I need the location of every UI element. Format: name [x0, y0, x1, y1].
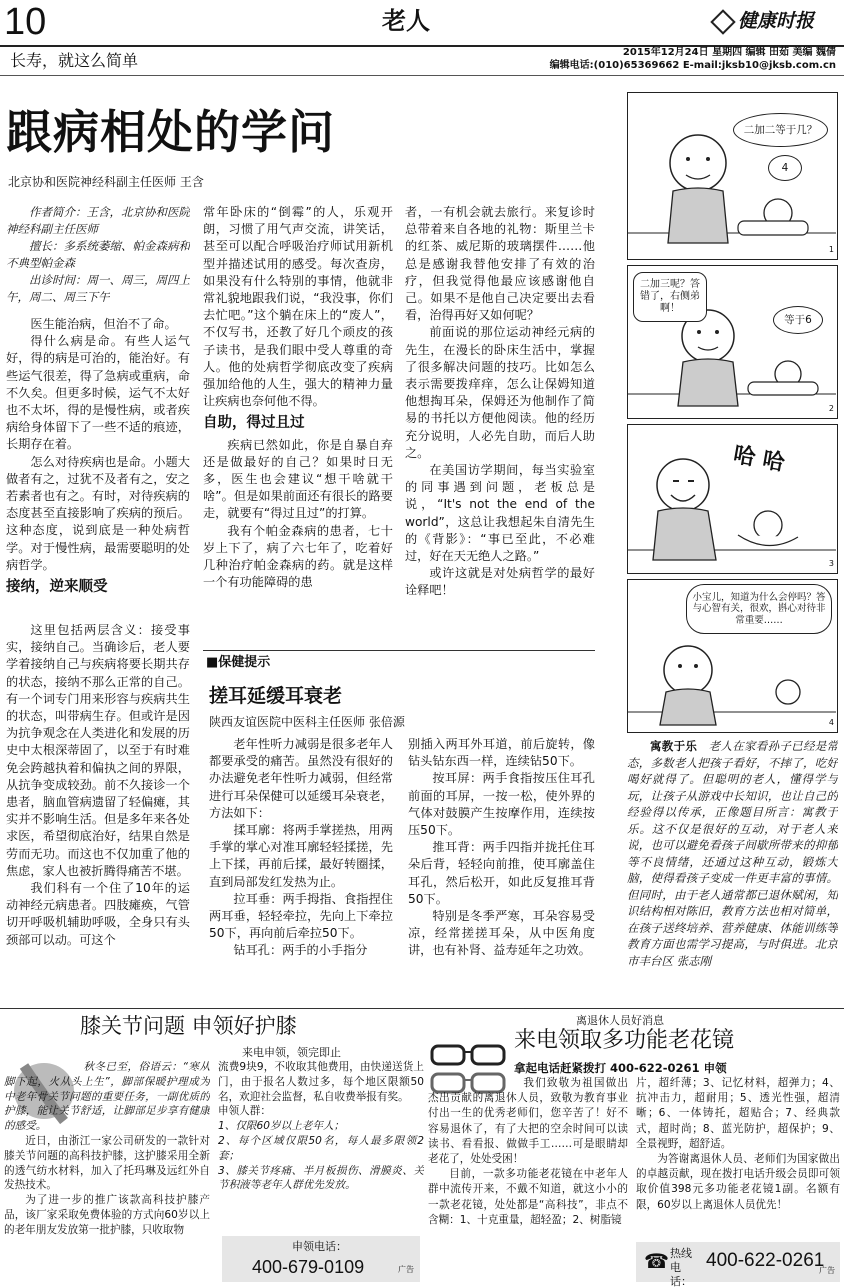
ad-call-line: 拿起电话赶紧拨打 400-622-0261 申领	[514, 1061, 727, 1075]
intro-line: 出诊时间：周一、周三，周四上午，周二、周三下午	[6, 273, 190, 304]
logo-mark-icon	[710, 9, 735, 34]
speech-bubble: 等于6	[773, 306, 823, 334]
paragraph: 老年性听力减弱是很多老年人都要承受的痛苦。虽然没有很好的办法避免老年性听力减弱，但经常进行耳朵保健可以延缓耳朵衰老，方法如下：	[209, 737, 393, 820]
comic-panel-2	[627, 265, 838, 419]
intro-line: 擅长：多系统萎缩、帕金森病和不典型帕金森	[6, 239, 190, 270]
sound-effect: 哈 哈	[731, 442, 787, 477]
panel-number: 2	[828, 403, 834, 413]
caption-title: 寓教于乐	[650, 739, 698, 753]
article-column-1	[6, 204, 190, 644]
paragraph: 我有个帕金森病的患者，七十岁上下了，病了六七年了，吃着好几种治疗帕金森病的药。就是这样一个有功能障碍的患	[203, 523, 393, 590]
ad-paragraph: 片，超纤薄；3、记忆材料，超弹力；4、抗冲击力，超耐用；5、透光性强，超清晰；6、一体铸托，超贴合；7、经典款式，超时尚；8、蓝光防护，超保护；9、全景视野，超舒适。	[636, 1077, 840, 1150]
article-byline: 北京协和医院神经科副主任医师 王含	[8, 175, 204, 189]
ad-title: 来电领取多功能老花镜	[514, 1028, 735, 1053]
ad-paragraph: 秋冬已至，俗语云：“寒从脚下起，火从头上生”，脚部保暖护理成为中老年骨关节问题的重要任务，一副优质的护膝，能让关节舒适，让脚部足步享有健康的感受。	[4, 1061, 210, 1133]
article-column-2	[203, 204, 393, 644]
tips-label: ■保健提示	[206, 655, 271, 670]
paragraph: 钻耳孔：两手的小手指分	[233, 943, 368, 958]
speech-bubble: 二加三呢？答错了，右侧弟啊！	[633, 272, 707, 322]
paragraph: 怎么对待疾病也是命。小题大做者有之，过犹不及者有之，安之若素者也有之。有时，对待疾病的态度甚至直接影响了疾病的预后。这种态度，说到底是一种处病哲学。对于慢性病，最需要聪明的处病哲学。	[6, 454, 190, 572]
rule-item: 3、膝关节疼痛、半月板损伤、滑膜炎、关节积液等老年人群优先发放。	[218, 1164, 424, 1192]
ad-paragraph: 流费9块9，不收取其他费用，由快递送货上门，由于报名人数过多，每个地区限额50名，欢迎社会监督，私自收费举报有奖。	[218, 1061, 424, 1103]
paragraph: 常年卧床的“倒霉”的人，乐观开朗，习惯了用气声交流，讲笑话，甚至可以配合呼吸治疗师试用新机型并描述试用的感受。每次查房，如果没有什么特别的事情，他就非常礼貌地跟我们说，“我没事，你们去忙吧。”这个躺在床上的“废人”，不仅写书，还教了好几个顽皮的孩子读书，是我们眼中受人尊重的奇人。他的处病哲学彻底改变了疾病强加给他的人生，强大的精神力量让疾病也奈何他不得。	[203, 205, 393, 409]
panel-number: 3	[828, 558, 834, 568]
paragraph: 医生能治病，但治不了命。	[30, 317, 177, 331]
rule-item: 2、每个区域仅限50名，每人最多限领2套；	[218, 1134, 424, 1162]
page-number: 10	[4, 1, 47, 43]
paragraph: 别插入两耳外耳道，前后旋转，像钻头钻东西一样，连续钻50下。	[408, 737, 595, 769]
intro-line: 作者简介：王含，北京协和医院神经科副主任医师	[6, 205, 190, 236]
paragraph: 在美国访学期间，每当实验室的同事遇到问题，老板总是说，“It's not the end of the world”，这总让我想起朱自清先生的《背影》：“事已至此，不必难过，好在天无绝人之路。”	[405, 463, 595, 564]
speech-bubble: 二加二等于几？	[733, 113, 828, 147]
ad-body-right	[218, 1060, 424, 1230]
tips-column-2	[408, 736, 595, 1001]
ad-kicker: 离退休人员好消息	[576, 1014, 664, 1027]
knee-pad-ad	[4, 1012, 424, 1284]
author-intro	[6, 204, 190, 306]
ad-body-left	[4, 1060, 210, 1280]
speech-bubble: 小宝儿，知道为什么会停吗？答与心智有关，很欢，斟心对待非常重要……	[686, 584, 832, 634]
ad-title: 膝关节问题 申领好护膝	[80, 1014, 297, 1038]
ad-paragraph: 我们致敬为祖国做出杰出贡献的离退休人员，致敬为教育事业付出一生的优秀老师们，您辛苦了！好不容易退休了，有了大把的空余时间可以读读书、看看报、做做手工……可是眼睛却老花了，处处受困！	[428, 1077, 628, 1166]
paragraph: 或许这就是对处病哲学的最好诠释吧！	[405, 566, 595, 598]
comic-panel-1	[627, 92, 838, 260]
article-column-1-lower	[6, 622, 190, 1002]
tips-title: 搓耳延缓耳衰老	[209, 685, 343, 707]
ad-paragraph: 近日，由浙江一家公司研发的一款针对膝关节问题的高科技护膝，这护膝采用全新的透气纺水材料，加入了托玛琳及远红外自发热技术。	[4, 1134, 210, 1192]
slogan: 长寿，就这么简单	[10, 51, 139, 70]
section-title: 老人	[382, 6, 430, 35]
ad-paragraph: 目前，一款多功能老花镜在中老年人群中流传开来，不戴不知道，就这小小的一款老花镜，处处都是“高科技”，非点不含糊：1、十克重量，超轻盈；2、树脂镜	[428, 1168, 628, 1226]
speech-bubble: 4	[768, 155, 802, 181]
subheading: 自助，得过且过	[203, 415, 305, 432]
comic-panel-4	[627, 579, 838, 733]
paragraph: 特别是冬季严寒，耳朵容易受凉，经常搓搓耳朵，从中医角度讲，也有补肾、益寿延年之功效。	[408, 909, 595, 958]
hotline-label: 热线电话：	[670, 1247, 692, 1288]
rules-title: 申领人群：	[218, 1105, 271, 1118]
masthead-name: 健康时报	[738, 10, 815, 33]
ad-subtitle: 来电申领，领完即止	[242, 1046, 341, 1059]
paragraph: 者，一有机会就去旅行。来复诊时总带着来自各地的礼物：斯里兰卡的红茶、威尼斯的玻璃摆件……他总是感谢我替他安排了有效的治疗，但我觉得他最应该感谢他自己。如果不是他自己决定要出去看看，治得再好又如何呢？	[405, 205, 595, 323]
paragraph: 前面说的那位运动神经元病的先生，在漫长的卧床生活中，掌握了很多解决问题的技巧。比如怎么表示需要拨痒痒，怎么让保姆知道他想掏耳朵，保姆还为他制作了简易的书托以方便他阅读。他的经历充分说明，人必先自助，而后人助之。	[405, 325, 595, 460]
ad-phone-box	[636, 1242, 840, 1288]
glasses-ad	[428, 1012, 840, 1288]
paragraph: 按耳屏：两手食指按压住耳孔前面的耳屏，一按一松，使外界的气体对鼓膜产生按摩作用，连续按压50下。	[408, 771, 595, 838]
comic-drawing	[628, 425, 836, 572]
ad-paragraph: 为答谢离退休人员、老师们为国家做出的卓越贡献，现在拨打电话升级会员即可领取价值398元多功能老花镜1副。名额有限，60岁以上离退休人员优先！	[636, 1153, 840, 1211]
paragraph: 推耳背：两手四指并拢托住耳朵后背，轻轻向前推，使耳廓盖住耳孔，然后松开，如此反复推耳背50下。	[408, 840, 595, 906]
ad-mark: 广告	[819, 1265, 835, 1275]
paragraph: 我们科有一个住了10年的运动神经元病患者。四肢瘫痪，气管切开呼吸机辅助呼吸，全身只有头颈部可以动。可这个	[6, 881, 190, 947]
caption-body: 老人在家看孙子已经是常态，多数老人把孩子看好，不摔了，吃好喝好就得了。但聪明的老人，懂得学与玩，让孩子从游戏中长知识，也让自己的经验得以传承，正像题目所言：寓教于乐。这不仅是很好的互动，对于老人来说，也可以避免看孩子间歇所带来的抑郁等不良情绪，还通过这种互动，锻炼大脑，使得看孩子变成一件更丰富的事情。但同时，由于老人通常都已退休赋闲，知识结构相对陈旧，教育方法也相对简单，在孩子送终培养、营养健康、体能训练等教育方面也需学习提高，与时俱进。北京市丰台区 张志刚	[627, 739, 838, 968]
panel-number: 1	[828, 244, 834, 254]
ad-body-right	[636, 1076, 840, 1238]
phone-label: 申领电话：	[292, 1240, 347, 1253]
phone-number: 400-679-0109	[252, 1257, 365, 1277]
date-line: 2015年12月24日 星期四 编辑 田茹 美编 魏倩	[622, 47, 836, 58]
rule-item: 1、仅限60岁以上老年人；	[218, 1120, 345, 1133]
ad-phone-box	[222, 1236, 420, 1282]
article-headline: 跟病相处的学问	[6, 105, 335, 159]
ad-mark: 广告	[398, 1264, 414, 1274]
comic-caption	[627, 738, 838, 1003]
ad-paragraph: 为了进一步的推广该款高科技护膝产品，该厂家采取免费体验的方式向60岁以上的老年朋友发放第一批护膝，只收取物	[4, 1194, 210, 1236]
paragraph: 揉耳廓：将两手掌搓热，用两手掌的掌心对准耳廓轻轻揉搓，先上下揉，再前后揉，最好转圈揉，直到局部发红发热为止。	[209, 823, 393, 889]
paragraph: 这里包括两层含义：接受事实，接纳自己。当确诊后，老人要学着接纳自己与疾病将要长期共存的状态，接纳不那么正常的自己。有一个词专门用来形容与疾病共生的状态，叫带病生存。但或许是因为抗争观念在人类进化和发展的历史中太根深蒂固了，以至于有时难免会跨越执着和偏执之间的界限，从抗争变成较劲。前不久接诊一个患者，脑血管病遗留了轻偏瘫，其实并不影响生活。但是多年来各处求医，希望彻底治好，结果自然是劳而无功。而这也不仅加重了他的焦虑，家人也被折腾得痛苦不堪。	[6, 623, 190, 878]
article-column-3	[405, 204, 595, 644]
phone-icon: ☎	[644, 1249, 669, 1273]
paragraph: 疾病已然如此，你是自暴自弃还是做最好的自己？如果时日无多，医生也会建议“想干啥就干啥”。但是如果前面还有很长的路要走，就要有“得过且过”的打算。	[203, 437, 393, 521]
contact-line: 编辑电话:(010)65369662 E-mail:jksb10@jksb.com.cn	[549, 60, 836, 71]
tips-divider	[203, 650, 595, 651]
phone-number: 400-622-0261	[706, 1250, 825, 1271]
tips-byline: 陕西友谊医院中医科主任医师 张倍源	[209, 715, 405, 729]
paragraph: 得什么病是命。有些人运气好，得的病是可治的，能治好。有些运气很差，得了急病或重病，命不久矣。但更多时候，运气不太好也不太坏，得的是慢性病，或者疾病给身体留下了一些不适的痕迹，长期存在着。	[6, 334, 190, 452]
masthead-logo	[714, 8, 842, 36]
panel-number: 4	[828, 717, 834, 727]
subheading: 接纳，逆来顺受	[6, 579, 108, 596]
tips-column-1	[209, 736, 393, 1001]
paragraph: 拉耳垂：两手拇指、食指捏住两耳垂，轻轻牵拉，先向上下牵拉50下，再向前后牵拉50下。	[209, 891, 393, 941]
comic-panel-3	[627, 424, 838, 574]
ad-body-left	[428, 1076, 628, 1238]
